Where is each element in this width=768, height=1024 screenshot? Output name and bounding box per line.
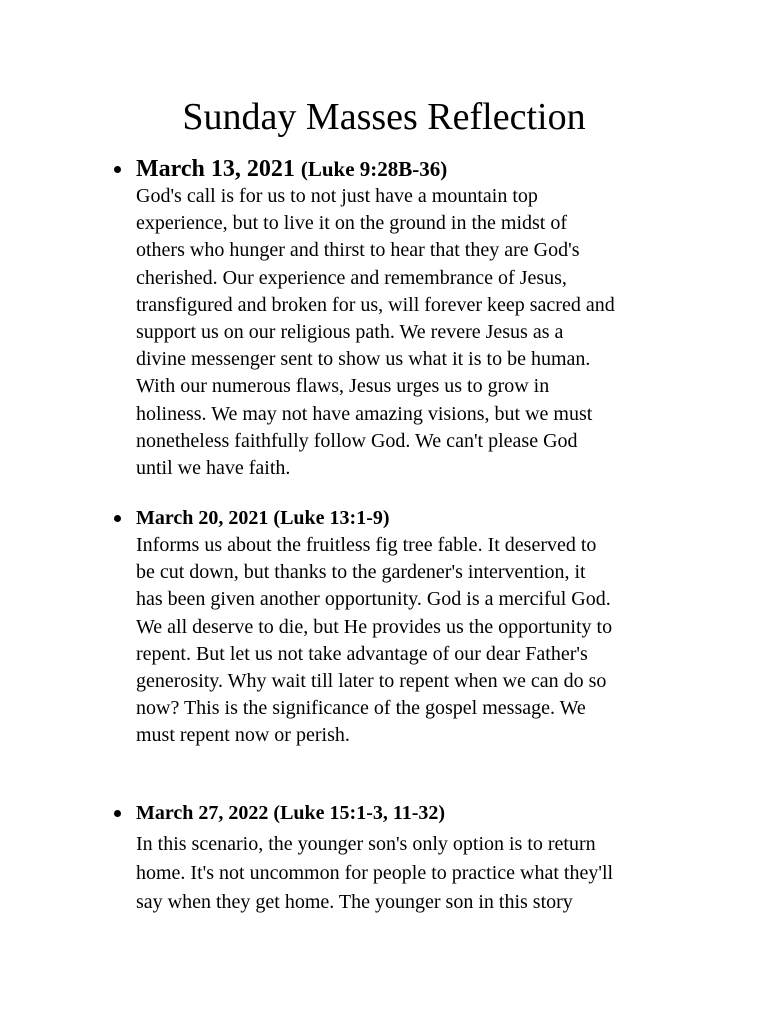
- body-line: home. It's not uncommon for people to practice what they'll: [136, 862, 614, 884]
- bullet-icon: [114, 810, 121, 817]
- entry-body: [136, 532, 696, 750]
- page-title: Sunday Masses Reflection: [182, 96, 586, 138]
- bullet-icon: [114, 166, 121, 173]
- body-line: We all deserve to die, but He provides us the opportunity to: [136, 615, 613, 638]
- body-line: transfigured and broken for us, will forever keep sacred and: [136, 293, 615, 316]
- body-line: With our numerous flaws, Jesus urges us to grow in: [136, 375, 550, 398]
- body-line: divine messenger sent to show us what it is to be human.: [136, 348, 591, 371]
- body-line: repent. But let us not take advantage of our dear Father's: [136, 642, 588, 665]
- body-line: experience, but to live it on the ground in the midst of: [136, 212, 568, 235]
- body-line: support us on our religious path. We revere Jesus as a: [136, 321, 564, 344]
- body-line: Informs us about the fruitless fig tree fable. It deserved to: [136, 534, 597, 556]
- entry-date: March 20, 2021: [136, 507, 269, 529]
- body-line: must repent now or perish.: [136, 724, 350, 747]
- entry-reference: (Luke 15:1-3, 11-32): [273, 802, 446, 824]
- body-line: cherished. Our experience and remembrance of Jesus,: [136, 266, 567, 289]
- body-line: say when they get home. The younger son in this story: [136, 891, 573, 913]
- bullet-icon: [114, 515, 121, 522]
- entry-reference: (Luke 13:1-9): [273, 507, 390, 529]
- body-line: nonetheless faithfully follow God. We can't please God: [136, 429, 578, 452]
- body-line: be cut down, but thanks to the gardener's intervention, it: [136, 561, 586, 584]
- entry-date: March 13, 2021: [136, 156, 295, 182]
- body-line: now? This is the significance of the gospel message. We: [136, 697, 586, 720]
- entry-body: [136, 830, 696, 917]
- entry-heading: [136, 504, 390, 532]
- body-line: holiness. We may not have amazing visions, but we must: [136, 402, 593, 425]
- entry-date: March 27, 2022: [136, 802, 269, 824]
- body-line: In this scenario, the younger son's only option is to return: [136, 833, 596, 855]
- entry-reference: (Luke 9:28B-36): [300, 157, 448, 181]
- body-line: generosity. Why wait till later to repent when we can do so: [136, 670, 607, 693]
- entry-heading: [136, 799, 445, 827]
- body-line: has been given another opportunity. God is a merciful God.: [136, 588, 611, 611]
- body-line: others who hunger and thirst to hear that they are God's: [136, 239, 580, 262]
- entry-heading: [136, 154, 447, 184]
- body-line: God's call is for us to not just have a mountain top: [136, 185, 538, 207]
- entry-body: [136, 183, 696, 482]
- body-line: until we have faith.: [136, 457, 291, 480]
